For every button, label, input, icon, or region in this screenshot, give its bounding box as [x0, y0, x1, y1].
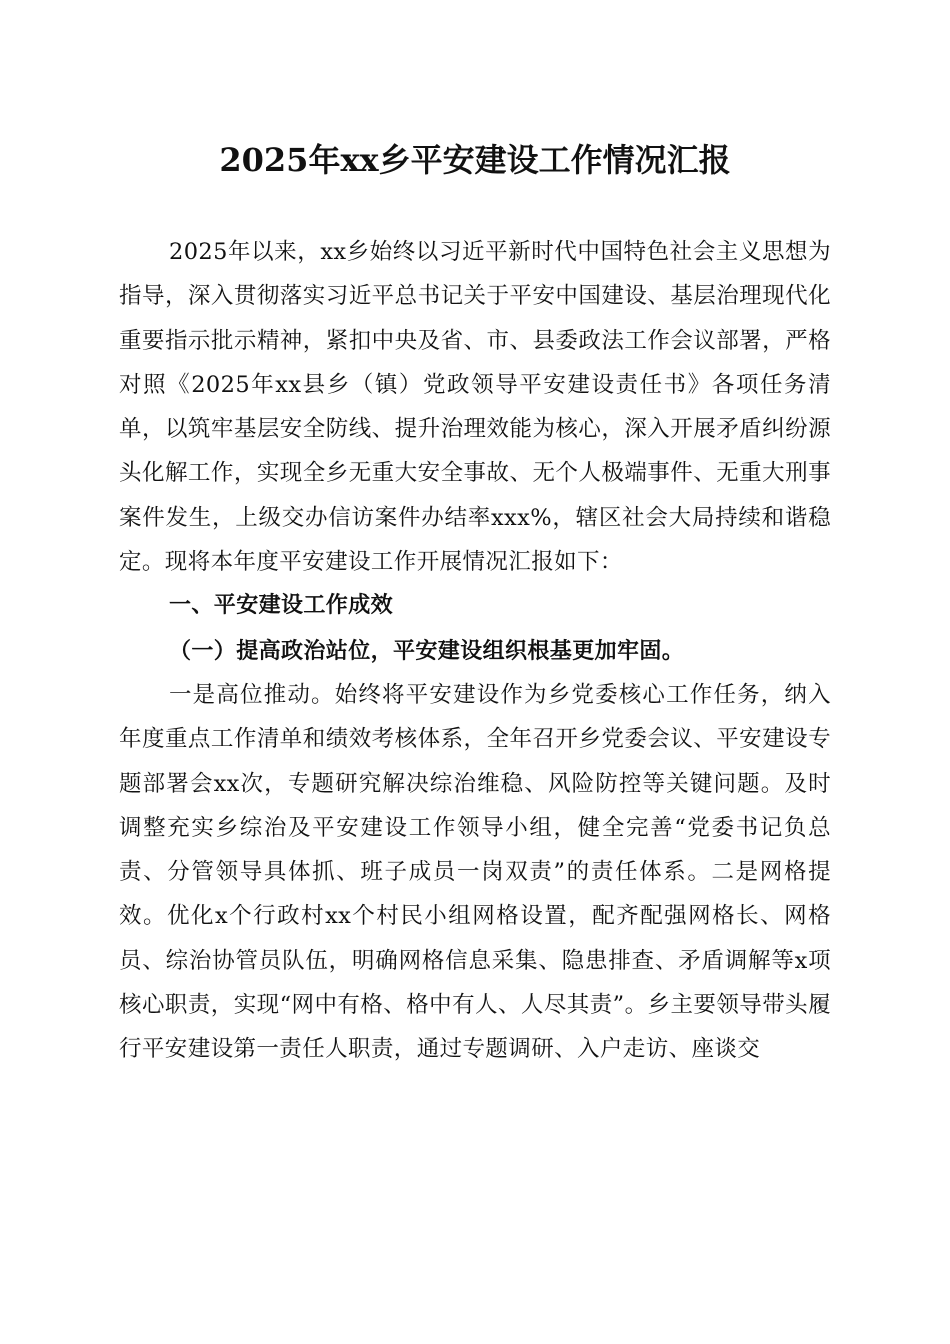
body-paragraph: 一是高位推动。始终将平安建设作为乡党委核心工作任务，纳入年度重点工作清单和绩效考核体系，全年召开乡党委会议、平安建设专题部署会xx次，专题研究解决综治维稳、风险防控等关键问题。及时调整充实乡综治及平安建设工作领导小组，健全完善“党委书记负总责、分管领导具体抓、班子成员一岗双责”的责任体系。二是网格提效。优化x个行政村xx个村民小组网格设置，配齐配强网格长、网格员、综治协管员队伍，明确网格信息采集、隐患排查、矛盾调解等x项核心职责，实现“网中有格、格中有人、人尽其责”。乡主要领导带头履行平安建设第一责任人职责，通过专题调研、入户走访、座谈交: [119, 681, 831, 1063]
intro-paragraph: 2025年以来，xx乡始终以习近平新时代中国特色社会主义思想为指导，深入贯彻落实习近平总书记关于平安中国建设、基层治理现代化重要指示批示精神，紧扣中央及省、市、县委政法工作会议部署，严格对照《2025年xx县乡（镇）党政领导平安建设责任书》各项任务清单，以筑牢基层安全防线、提升治理效能为核心，深入开展矛盾纠纷源头化解工作，实现全乡无重大安全事故、无个人极端事件、无重大刑事案件发生，上级交办信访案件办结率xxx%，辖区社会大局持续和谐稳定。现将本年度平安建设工作开展情况汇报如下：: [119, 239, 831, 576]
subsection-heading: （一）提高政治站位，平安建设组织根基更加牢固。: [169, 637, 685, 664]
document-body: [119, 230, 831, 1072]
document-title: 2025年xx乡平安建设工作情况汇报: [219, 141, 731, 179]
section-heading: 一、平安建设工作成效: [169, 593, 394, 619]
